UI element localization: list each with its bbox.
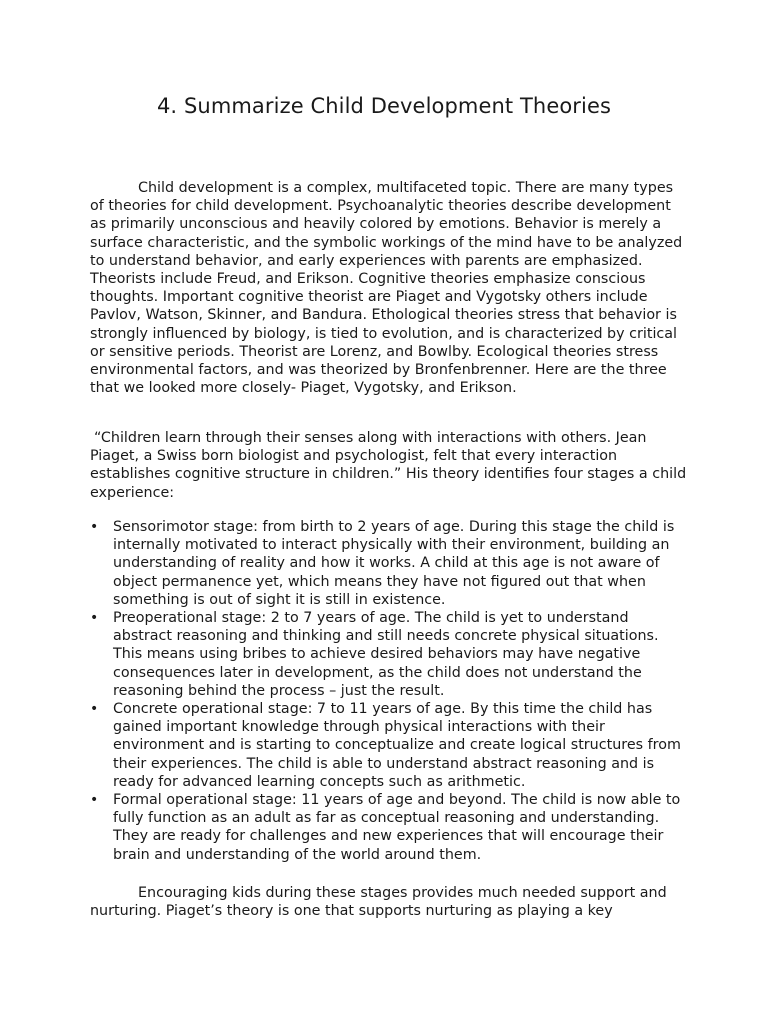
intro-paragraph-text: Child development is a complex, multifaceted topic. There are many types of theories for child development. Psychoanalytic theories describe development as primarily unconscious and heavily colored by emotions. Behavior is merely a surface characteristic, and the symbolic workings of the mind have to be analyzed to understand behavior, and early experiences with parents are emphasized. Theorists include Freud, and Erikson. Cognitive theories emphasize conscious thoughts. Important cognitive theorist are Piaget and Vygotsky others include Pavlov, Watson, Skinner, and Bandura. Ethological theories stress that behavior is strongly influenced by biology, is tied to evolution, and is characterized by critical or sensitive periods. Theorist are Lorenz, and Bowlby. Ecological theories stress environmental factors, and was theorized by Bronfenbrenner. Here are the three that we looked more closely- Piaget, Vygotsky, and Erikson. — [90, 180, 683, 397]
list-item-text: Sensorimotor stage: from birth to 2 years of age. During this stage the child is internally motivated to interact physically with their environment, building an understanding of reality and how it works. A child at this age is not aware of object permanence yet, which means they have not figured out that when something is out of sight it is still in existence. — [113, 519, 675, 608]
closing-paragraph — [90, 884, 690, 920]
list-item-text: Preoperational stage: 2 to 7 years of age. The child is yet to understand abstract reasoning and thinking and still needs concrete physical situations. This means using bribes to achieve desired behaviors may have negative consequences later in development, as the child does not understand the reasoning behind the process – just the result. — [113, 610, 659, 699]
bullet-icon: • — [90, 610, 99, 627]
closing-paragraph-text: Encouraging kids during these stages provides much needed support and nurturing. Piaget’s theory is one that supports nurturing as playing a key — [90, 885, 667, 920]
list-item-text: Concrete operational stage: 7 to 11 years of age. By this time the child has gained important knowledge through physical interactions with their environment and is starting to conceptualize and create logical structures from their experiences. The child is able to understand abstract reasoning and is ready for advanced learning concepts such as arithmetic. — [113, 701, 681, 790]
bullet-icon: • — [90, 701, 99, 718]
piaget-quote-text: “Children learn through their senses along with interactions with others. Jean Piaget, a Swiss born biologist and psychologist, felt that every interaction establishes cognitive structure in children.” His theory identifies four stages a child experience: — [90, 430, 687, 501]
list-item — [90, 791, 690, 864]
bullet-icon: • — [90, 792, 99, 809]
stages-bullet-list — [90, 518, 690, 864]
list-item — [90, 609, 690, 700]
bullet-icon: • — [90, 519, 99, 535]
list-item-text: Formal operational stage: 11 years of age and beyond. The child is now able to fully function as an adult as far as conceptual reasoning and understanding. They are ready for challenges and new experiences that will encourage their brain and understanding of the world around them. — [113, 792, 681, 863]
list-item — [90, 518, 690, 609]
piaget-quote-paragraph — [90, 429, 690, 502]
list-item — [90, 700, 690, 791]
intro-paragraph — [90, 179, 690, 397]
document-title: 4. Summarize Child Development Theories — [156, 94, 612, 118]
